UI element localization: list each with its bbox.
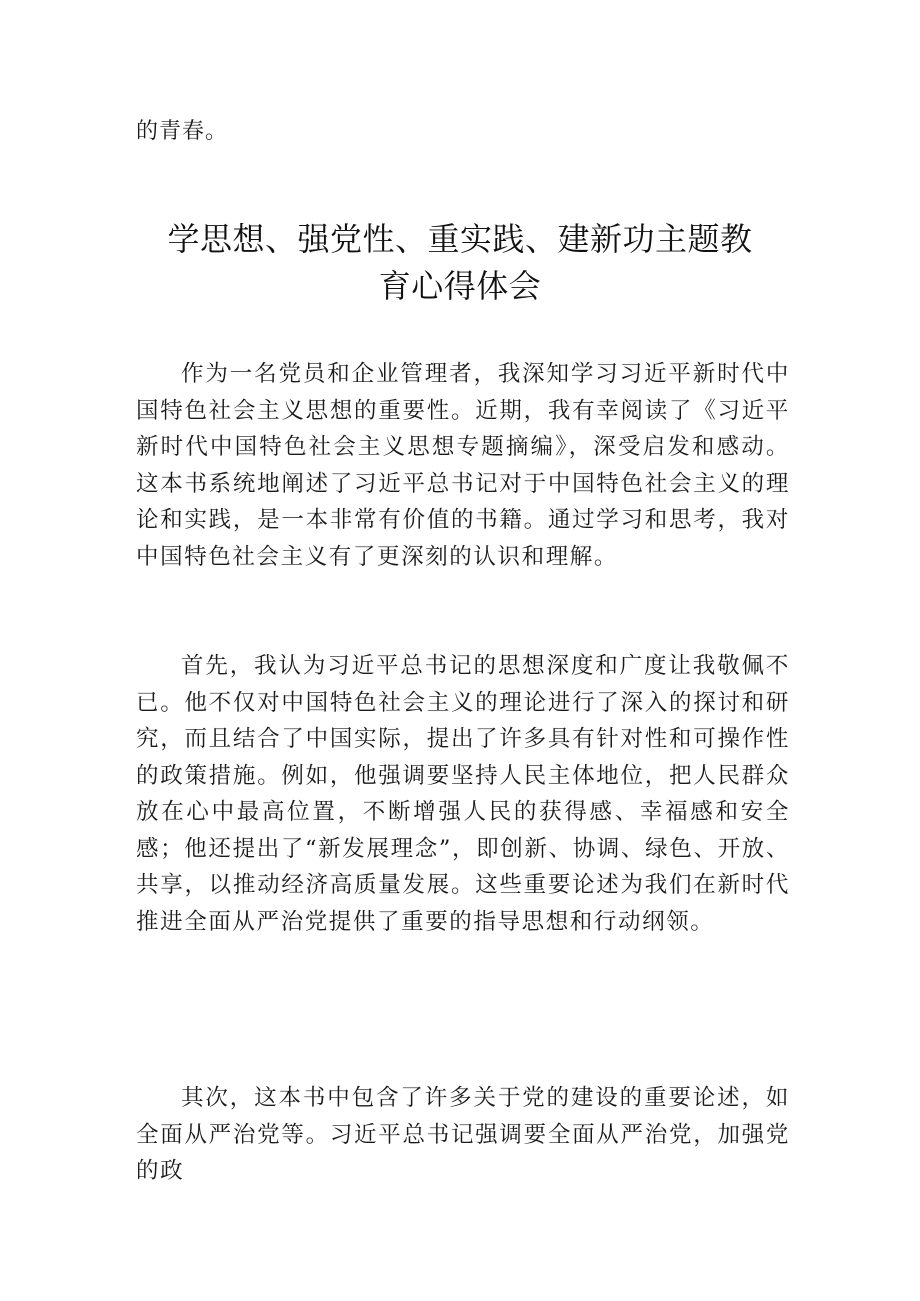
previous-paragraph-ending: 的青春。 <box>136 119 229 144</box>
title-line-1: 学思想、强党性、重实践、建新功主题教 <box>167 220 753 258</box>
title-line-2: 育心得体会 <box>378 267 542 305</box>
body-paragraph-3: 其次，这本书中包含了许多关于党的建设的重要论述，如全面从严治党等。习近平总书记强调要全面从严治党，加强党的政 <box>136 1085 790 1184</box>
page-title <box>150 216 770 310</box>
body-paragraph-1: 作为一名党员和企业管理者，我深知学习习近平新时代中国特色社会主义思想的重要性。近期，我有幸阅读了《习近平新时代中国特色社会主义思想专题摘编》，深受启发和感动。这本书系统地阐述了习近平总书记对于中国特色社会主义的理论和实践，是一本非常有价值的书籍。通过学习和思考，我对中国特色社会主义有了更深刻的认识和理解。 <box>136 361 790 570</box>
body-paragraph-2: 首先，我认为习近平总书记的思想深度和广度让我敬佩不已。他不仅对中国特色社会主义的理论进行了深入的探讨和研究，而且结合了中国实际，提出了许多具有针对性和可操作性的政策措施。例如，他强调要坚持人民主体地位，把人民群众放在心中最高位置，不断增强人民的获得感、幸福感和安全感；他还提出了“新发展理念”，即创新、协调、绿色、开放、共享，以推动经济高质量发展。这些重要论述为我们在新时代推进全面从严治党提供了重要的指导思想和行动纲领。 <box>136 653 790 935</box>
